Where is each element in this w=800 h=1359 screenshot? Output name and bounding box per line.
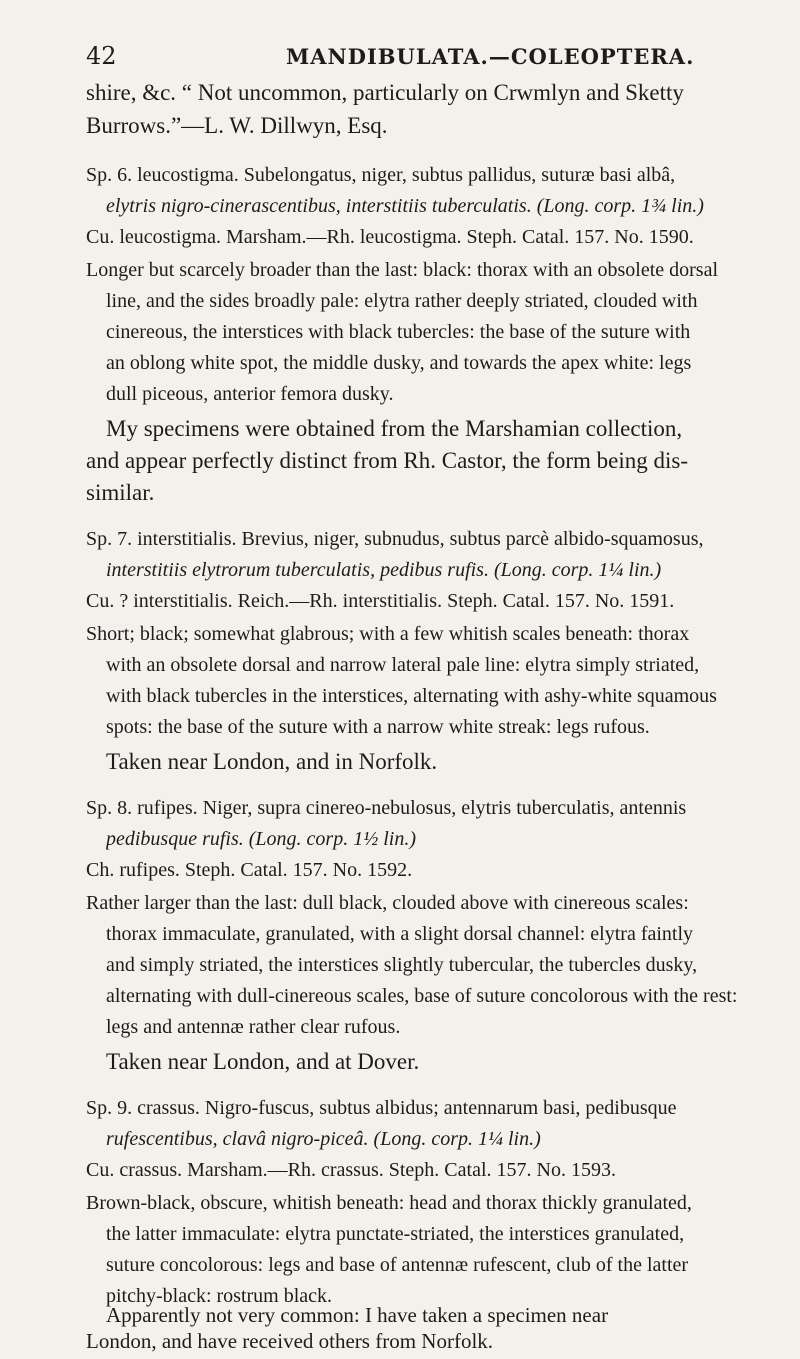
- text-line: suture concolorous: legs and base of antennæ rufescent, club of the latter: [106, 1254, 689, 1276]
- text-line: the latter immaculate: elytra punctate-striated, the interstices granulated,: [106, 1223, 685, 1245]
- text-line: with black tubercles in the interstices, alternating with ashy-white squamous: [106, 685, 717, 707]
- page-number: 42: [86, 42, 117, 70]
- text-line: and simply striated, the interstices slightly tubercular, the tubercles dusky,: [106, 954, 698, 976]
- text-line: Longer but scarcely broader than the last: black: thorax with an obsolete dorsal: [86, 259, 719, 281]
- species-heading: Sp. 7. interstitialis. Brevius, niger, subnudus, subtus parcè albido-squamosus,: [86, 528, 704, 550]
- text-line: Apparently not very common: I have taken a specimen near: [106, 1303, 609, 1327]
- species-heading: Sp. 9. crassus. Nigro-fuscus, subtus albidus; antennarum basi, pedibusque: [86, 1097, 677, 1119]
- running-title: MANDIBULATA.—COLEOPTERA.: [286, 44, 695, 69]
- text-line: Ch. rufipes. Steph. Catal. 157. No. 1592.: [86, 859, 413, 881]
- text-line: similar.: [86, 480, 155, 505]
- text-line: and appear perfectly distinct from Rh. Castor, the form being dis-: [86, 448, 689, 473]
- text-line: cinereous, the interstices with black tubercles: the base of the suture with: [106, 321, 691, 343]
- text-line: pitchy-black: rostrum black.: [106, 1285, 333, 1307]
- text-line: Cu. crassus. Marsham.—Rh. crassus. Steph. Catal. 157. No. 1593.: [86, 1159, 616, 1181]
- text-line: an oblong white spot, the middle dusky, and towards the apex white: legs: [106, 352, 692, 374]
- text-line: shire, &c. “ Not uncommon, particularly on Crwmlyn and Sketty: [86, 80, 684, 105]
- text-line: interstitiis elytrorum tuberculatis, pedibus rufis. (Long. corp. 1¼ lin.): [106, 559, 662, 581]
- text-line: Taken near London, and at Dover.: [106, 1049, 420, 1074]
- text-line: London, and have received others from Norfolk.: [86, 1329, 494, 1353]
- text-line: thorax immaculate, granulated, with a slight dorsal channel: elytra faintly: [106, 923, 694, 945]
- text-line: Burrows.”—L. W. Dillwyn, Esq.: [86, 113, 388, 138]
- text-line: elytris nigro-cinerascentibus, interstitiis tuberculatis. (Long. corp. 1¾ lin.): [106, 195, 704, 217]
- text-line: legs and antennæ rather clear rufous.: [106, 1016, 401, 1038]
- text-line: dull piceous, anterior femora dusky.: [106, 383, 394, 405]
- text-line: Taken near London, and in Norfolk.: [106, 749, 438, 774]
- text-line: spots: the base of the suture with a narrow white streak: legs rufous.: [106, 716, 650, 738]
- text-line: line, and the sides broadly pale: elytra rather deeply striated, clouded with: [106, 290, 698, 312]
- species-heading: Sp. 8. rufipes. Niger, supra cinereo-nebulosus, elytris tuberculatis, antennis: [86, 797, 687, 819]
- text-line: rufescentibus, clavâ nigro-piceâ. (Long. corp. 1¼ lin.): [106, 1128, 541, 1150]
- text-line: Short; black; somewhat glabrous; with a few whitish scales beneath: thorax: [86, 623, 690, 645]
- text-line: My specimens were obtained from the Marshamian collection,: [106, 416, 683, 441]
- text-line: pedibusque rufis. (Long. corp. 1½ lin.): [106, 828, 416, 850]
- text-line: with an obsolete dorsal and narrow lateral pale line: elytra simply striated,: [106, 654, 700, 676]
- text-line: Brown-black, obscure, whitish beneath: head and thorax thickly granulated,: [86, 1192, 692, 1214]
- species-heading: Sp. 6. leucostigma. Subelongatus, niger, subtus pallidus, suturæ basi albâ,: [86, 164, 676, 186]
- text-line: alternating with dull-cinereous scales, base of suture concolorous with the rest:: [106, 985, 738, 1007]
- text-line: Rather larger than the last: dull black, clouded above with cinereous scales:: [86, 892, 689, 914]
- text-line: Cu. ? interstitialis. Reich.—Rh. interstitialis. Steph. Catal. 157. No. 1591.: [86, 590, 675, 612]
- page-header: [86, 42, 740, 72]
- text-line: Cu. leucostigma. Marsham.—Rh. leucostigma. Steph. Catal. 157. No. 1590.: [86, 226, 694, 248]
